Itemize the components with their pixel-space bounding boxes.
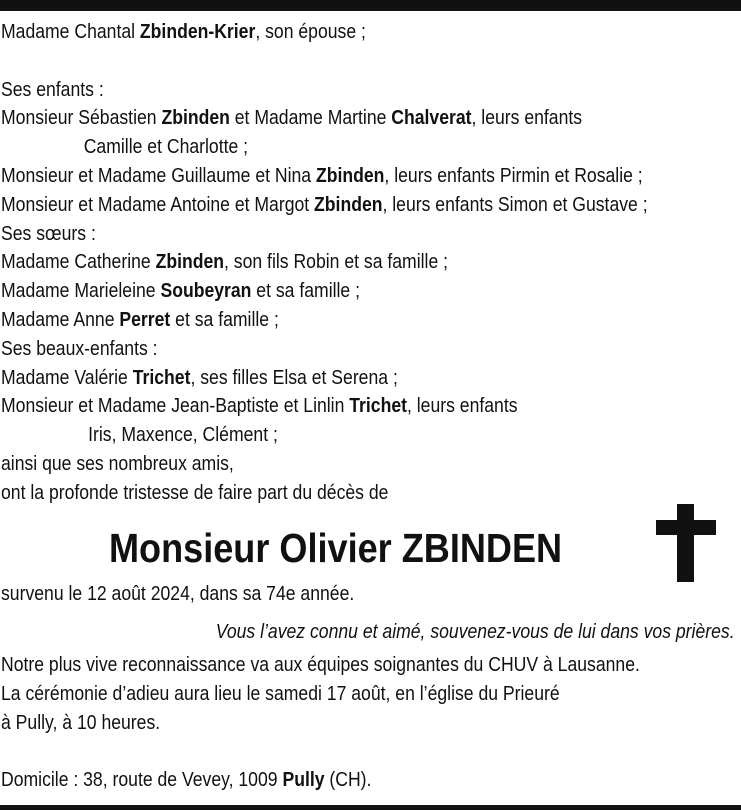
sister-line: Madame Anne Perret et sa famille ; (1, 308, 279, 331)
latin-cross-icon (656, 504, 716, 582)
spouse-surname: Zbinden-Krier (139, 21, 256, 43)
bottom-border-bar (0, 805, 741, 810)
child-line: Monsieur et Madame Antoine et Margot Zbinden, leurs enfants Simon et Gustave ; (1, 193, 648, 216)
spacer (1, 47, 741, 76)
domicile-city: Pully (282, 769, 325, 792)
death-date-line: survenu le 12 août 2024, dans sa 74e année. (1, 582, 355, 605)
child-line: Monsieur et Madame Guillaume et Nina Zbinden, leurs enfants Pirmin et Rosalie ; (1, 164, 643, 187)
child-line: Monsieur Sébastien Zbinden et Madame Martine Chalverat, leurs enfants (1, 107, 583, 130)
stepchild-line: Madame Valérie Trichet, ses filles Elsa et Serena ; (1, 366, 398, 389)
children-heading: Ses enfants : (1, 78, 104, 101)
spacer (1, 738, 741, 767)
friends-line: ainsi que ses nombreux amis, (1, 452, 234, 475)
thanks-line: Notre plus vive reconnaissance va aux équipes soignantes du CHUV à Lausanne. (1, 654, 640, 677)
sister-line: Madame Catherine Zbinden, son fils Robin et sa famille ; (1, 251, 449, 274)
sisters-heading: Ses sœurs : (1, 222, 96, 245)
announcement-line: ont la profonde tristesse de faire part du décès de (1, 481, 389, 504)
deceased-name: Monsieur Olivier ZBINDEN (109, 524, 563, 571)
stepchildren-heading: Ses beaux-enfants : (1, 337, 158, 360)
ceremony-line: à Pully, à 10 heures. (1, 711, 161, 734)
obituary-notice (1, 18, 741, 795)
ceremony-line: La cérémonie d’adieu aura lieu le samedi 17 août, en l’église du Prieuré (1, 682, 560, 705)
spouse-line: Madame Chantal Zbinden-Krier, son épouse ; (1, 21, 366, 43)
memorial-quote: Vous l’avez connu et aimé, souvenez-vous de lui dans vos prières. (216, 621, 735, 644)
top-border-bar (0, 0, 741, 11)
stepchild-line: Monsieur et Madame Jean-Baptiste et Linlin Trichet, leurs enfants (1, 395, 518, 418)
stepchild-line-continuation: Iris, Maxence, Clément ; (88, 424, 278, 447)
deceased-title-row (1, 508, 741, 580)
sister-line: Madame Marieleine Soubeyran et sa famille ; (1, 280, 360, 303)
domicile-line: Domicile : 38, route de Vevey, 1009 Pully (CH). (1, 769, 372, 792)
child-line-continuation: Camille et Charlotte ; (83, 136, 249, 159)
